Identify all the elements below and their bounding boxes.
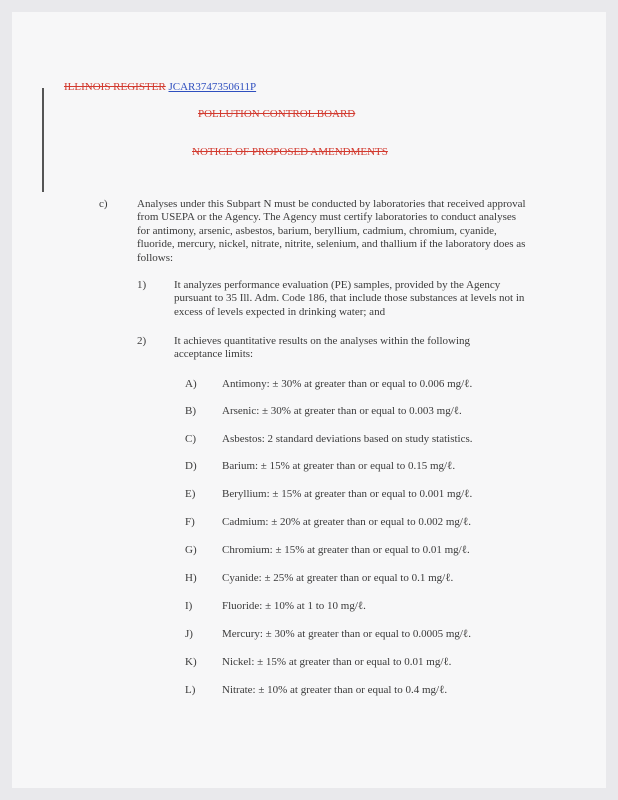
limit-text: Nickel: ± 15% at greater than or equal to 0.01 mg/ℓ. — [222, 656, 452, 668]
item-1-text: It analyzes performance evaluation (PE) samples, provided by the Agency pursuant to 35 Ill. Adm. Code 186, that include those substances at levels not in excess of levels expected in drinking water; and — [174, 279, 525, 318]
item-2-label: 2) — [137, 335, 147, 347]
limit-text: Arsenic: ± 30% at greater than or equal to 0.003 mg/ℓ. — [222, 405, 462, 417]
limit-text: Chromium: ± 15% at greater than or equal to 0.01 mg/ℓ. — [222, 544, 470, 556]
limit-label: A) — [185, 378, 197, 390]
limit-text: Mercury: ± 30% at greater than or equal to 0.0005 mg/ℓ. — [222, 628, 471, 640]
register-title: ILLINOIS REGISTER — [64, 81, 166, 93]
section-c-label: c) — [99, 198, 108, 210]
limit-label: B) — [185, 405, 196, 417]
register-code: JCAR3747350611P — [168, 81, 257, 93]
limit-text: Barium: ± 15% at greater than or equal to 0.15 mg/ℓ. — [222, 460, 456, 472]
limit-text: Antimony: ± 30% at greater than or equal to 0.006 mg/ℓ. — [222, 378, 473, 390]
limit-label: G) — [185, 544, 197, 556]
limit-text: Cadmium: ± 20% at greater than or equal to 0.002 mg/ℓ. — [222, 516, 471, 528]
notice-title: NOTICE OF PROPOSED AMENDMENTS — [192, 146, 388, 158]
margin-revision-bar — [42, 88, 44, 192]
item-2-text: It achieves quantitative results on the analyses within the following acceptance limits: — [174, 335, 471, 361]
limit-label: C) — [185, 433, 196, 445]
register-header — [64, 80, 256, 94]
limit-label: F) — [185, 516, 195, 528]
board-title: POLLUTION CONTROL BOARD — [198, 108, 356, 120]
limit-text: Cyanide: ± 25% at greater than or equal to 0.1 mg/ℓ. — [222, 572, 454, 584]
limit-label: J) — [185, 628, 193, 640]
limit-label: D) — [185, 460, 197, 472]
limit-label: E) — [185, 488, 196, 500]
document-page — [12, 12, 606, 788]
limit-label: K) — [185, 656, 197, 668]
limit-label: L) — [185, 684, 196, 696]
limit-text: Nitrate: ± 10% at greater than or equal to 0.4 mg/ℓ. — [222, 684, 448, 696]
limit-text: Beryllium: ± 15% at greater than or equal to 0.001 mg/ℓ. — [222, 488, 473, 500]
item-1-label: 1) — [137, 279, 147, 291]
limit-label: I) — [185, 600, 193, 612]
limit-text: Fluoride: ± 10% at 1 to 10 mg/ℓ. — [222, 600, 366, 612]
section-c-text: Analyses under this Subpart N must be conducted by laboratories that received approval from USEPA or the Agency. The Agency must certify laboratories to conduct analyses for antimony, arsenic, asbestos, barium, beryllium, cadmium, chromium, cyanide, fluoride, mercury, nickel, nitrate, nitrite, selenium, and thallium if the laboratory does as follows: — [137, 198, 526, 264]
limit-text: Asbestos: 2 standard deviations based on study statistics. — [222, 433, 473, 445]
limit-label: H) — [185, 572, 197, 584]
